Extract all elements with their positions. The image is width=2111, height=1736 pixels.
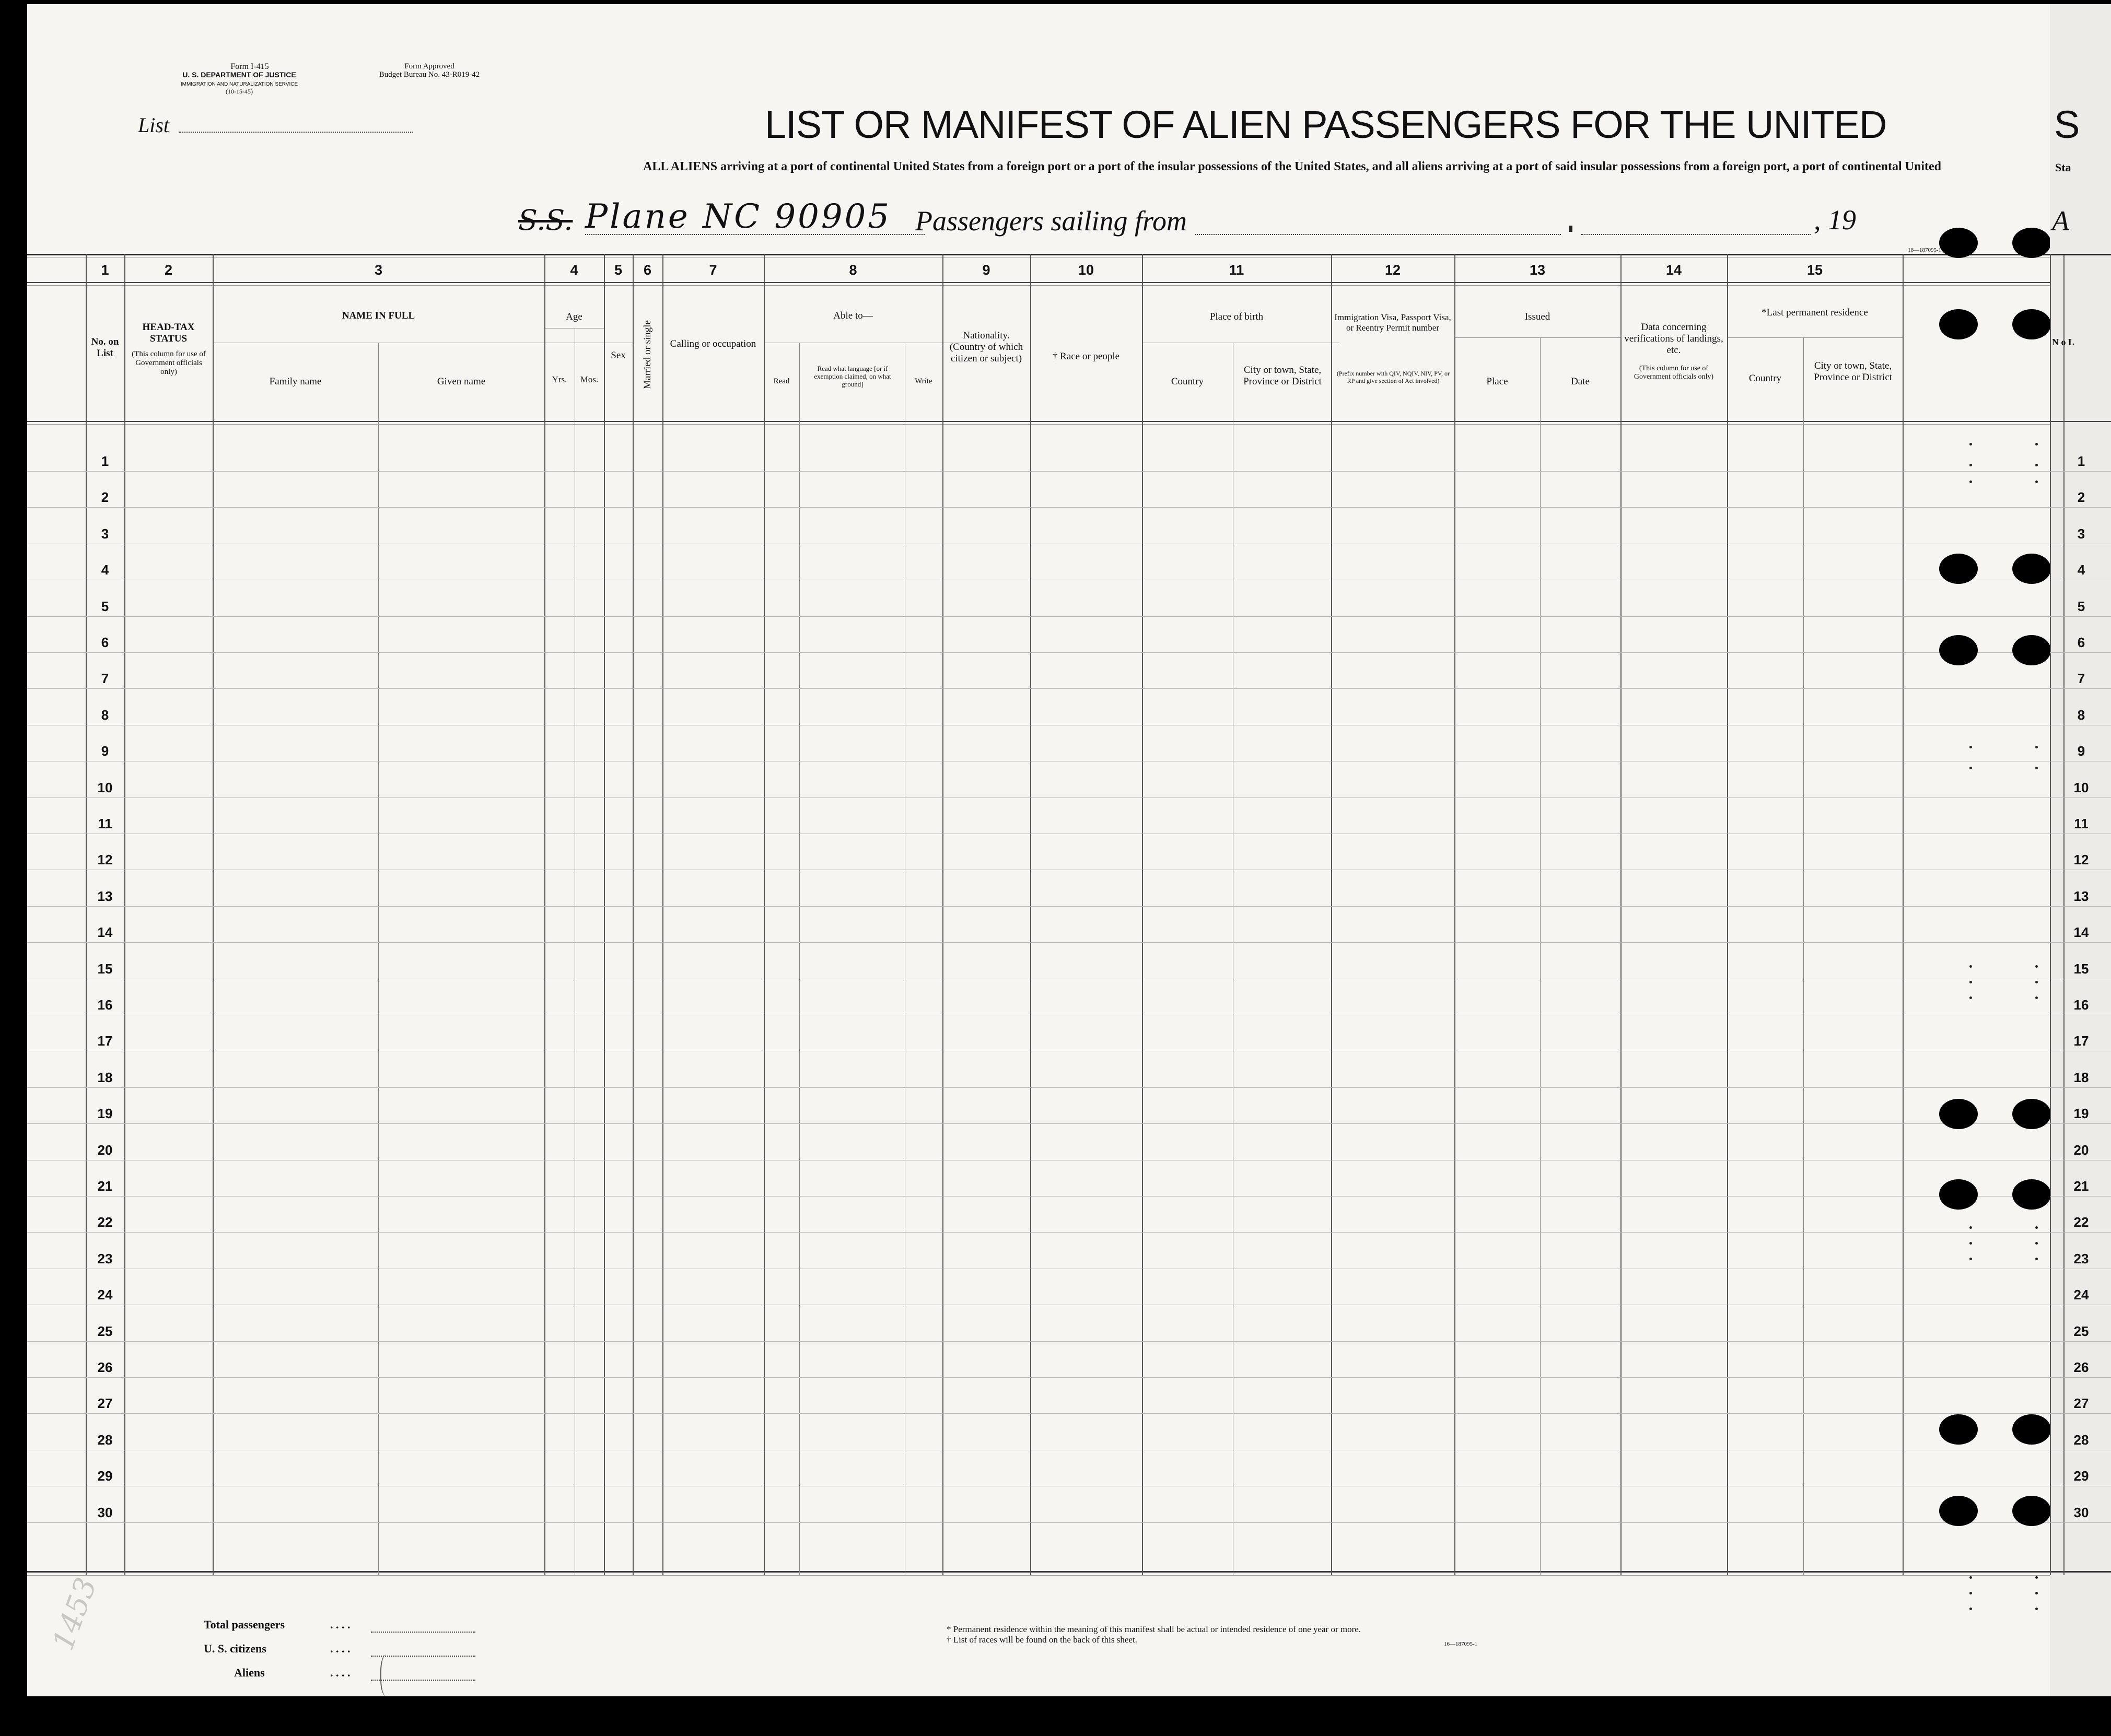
punch-hole [1939,1414,1978,1445]
age-subheader-line [544,328,604,329]
header-age-years: Yrs. [552,374,567,384]
strip-row-line [2050,1522,2111,1523]
strip-row-number: 5 [2077,598,2085,614]
list-label: List [138,113,170,137]
comma-mark [1569,226,1572,232]
page-title: LIST OR MANIFEST OF ALIEN PASSENGERS FOR THE UNITED [765,103,1887,146]
perforation-dot [2035,981,2038,983]
strip-row-number: 25 [2073,1323,2089,1339]
table-row[interactable] [27,652,2050,653]
header-place-of-birth: Place of birth [1209,311,1264,322]
strip-row-number: 11 [2074,816,2089,831]
row-number: 23 [97,1250,113,1266]
perforation-dot [1969,1258,1972,1260]
col-number-4: 4 [570,262,578,278]
row-number: 17 [97,1033,113,1049]
strip-row-number: 27 [2073,1395,2089,1412]
header-able-to: Able to— [833,310,873,321]
col-number-12: 12 [1384,262,1401,278]
perforation-dot [2035,1258,2038,1260]
cut-letter: A [2052,205,2069,237]
footnote-residence: * Permanent residence within the meaning of this manifest shall be actual or intended residence of one year or more. [947,1624,1361,1634]
punch-hole [2012,228,2050,258]
strip-header-no: N o L [2052,337,2075,347]
row-number: 8 [101,707,109,723]
strip-row-number: 2 [2077,489,2085,506]
strip-row-number: 1 [2077,453,2085,469]
perforation-dot [2035,1608,2038,1610]
year-label: , 19 [1814,204,1856,236]
col-number-8: 8 [849,262,857,278]
header-sex: Sex [611,350,626,361]
row-number: 1 [101,453,109,469]
perforation-dot [2035,996,2038,999]
date-field[interactable] [1581,234,1811,235]
strip-row-line [2050,1413,2111,1414]
strip-top-rule [2050,254,2111,255]
margin-pencil-number: 1453 [46,1573,104,1655]
header-write: Write [915,377,932,385]
table-row[interactable] [27,906,2050,907]
perforation-dot [1969,767,1972,769]
row-number: 22 [97,1214,113,1230]
header-issued-place: Place [1486,376,1508,387]
row-number: 13 [97,888,113,904]
print-code-bottom: 16—187095-1 [1444,1641,1478,1647]
table-row[interactable] [27,1413,2050,1414]
form-date-code: (10-15-45) [226,88,253,95]
table-row[interactable] [27,797,2050,798]
header-head-tax-note: (This column for use of Government officials only) [132,350,206,376]
col-number-10: 10 [1078,262,1094,278]
perforation-dot [1969,480,1972,483]
strip-row-number: 26 [2073,1359,2089,1375]
punch-hole [1939,1179,1978,1210]
form-department: U. S. DEPARTMENT OF JUSTICE [182,71,296,79]
strip-row-line [2050,1196,2111,1197]
header-residence-country: Country [1748,373,1782,384]
strip-row-number: 21 [2073,1178,2089,1194]
list-field[interactable] [179,132,413,133]
strip-row-number: 6 [2077,635,2085,650]
perforation-dot [1969,1242,1972,1245]
strip-row-line [2050,688,2111,689]
col-number-3: 3 [374,262,383,278]
row-number: 9 [101,743,109,759]
row-number: 11 [98,816,112,831]
col-rule-3b [378,343,379,1575]
strip-header-rule [2050,421,2111,422]
perforation-dot [2035,746,2038,748]
strip-row-number: 10 [2073,779,2089,795]
vessel-field-line [585,234,925,235]
col-number-13: 13 [1529,262,1546,278]
header-race: † Race or people [1052,351,1120,362]
table-row[interactable] [27,1196,2050,1197]
row-number: 12 [97,852,113,868]
header-name-in-full: NAME IN FULL [342,310,415,321]
adjacent-page-strip [2050,4,2111,1696]
row-number: 25 [97,1323,113,1339]
header-last-residence: *Last permanent residence [1762,307,1868,318]
perforation-dot [1969,1592,1972,1594]
strip-row-number: 12 [2073,852,2089,868]
strip-row-line [2050,471,2111,472]
sailing-label: Passengers sailing from [915,205,1187,237]
punch-hole [2012,554,2050,584]
strip-row-number: 13 [2073,888,2089,904]
strip-row-number: 20 [2073,1142,2089,1158]
table-row[interactable] [27,1087,2050,1088]
perforation-dot [1969,1226,1972,1229]
header-age: Age [566,311,582,322]
strip-row-line [2050,1377,2111,1378]
punch-hole [1939,1099,1978,1129]
header-birth-city: City or town, State, Province or District [1243,365,1322,387]
header-issued: Issued [1524,311,1550,322]
col-number-9: 9 [982,262,990,278]
col-number-14: 14 [1665,262,1682,278]
punch-hole [2012,635,2050,665]
residence-subheader-line [1727,337,1903,338]
strip-row-number: 28 [2073,1432,2089,1448]
perforation-dot [2035,464,2038,466]
row-number: 15 [97,960,113,977]
row-number: 26 [97,1359,113,1375]
perforation-dot [2035,767,2038,769]
footer-citizens-leader: . . . . [330,1642,351,1655]
strip-row-number: 9 [2077,743,2085,759]
row-number: 28 [97,1432,113,1448]
header-visa-note: (Prefix number with QIV, NQIV, NIV, PV, or RP and give section of Act involved) [1336,370,1450,384]
col-number-1: 1 [101,262,109,278]
perforation-dot [1969,464,1972,466]
col-rule-13b [1540,337,1541,1575]
header-verifications: Data concerning verifications of landings, etc. [1624,322,1723,356]
pencil-mark [380,1655,395,1696]
row-number: 27 [97,1395,113,1412]
punch-hole [1939,309,1978,339]
col-number-5: 5 [614,262,623,278]
strip-row-line [2050,616,2111,617]
header-nationality: Nationality. (Country of which citizen or subject) [949,330,1023,364]
row-number: 6 [101,635,109,650]
header-birth-country: Country [1171,376,1204,387]
row-number: 16 [97,997,113,1013]
table-row[interactable] [27,1377,2050,1378]
punch-hole [2012,1414,2050,1445]
vessel-name[interactable]: Plane NC 90905 [585,197,892,236]
row-number: 30 [97,1504,113,1520]
header-head-tax: HEAD-TAX STATUS [142,322,195,344]
table-row[interactable] [27,1341,2050,1342]
strip-row-number: 23 [2073,1250,2089,1266]
title-cut: S [2054,103,2080,146]
strip-row-number: 17 [2073,1033,2089,1049]
strip-row-line [2050,1123,2111,1124]
punch-hole [2012,1179,2050,1210]
punch-hole [1939,1496,1978,1526]
row-number: 3 [101,525,109,542]
header-issued-date: Date [1571,376,1590,387]
perforation-dot [2035,1242,2038,1245]
header-bottom-2 [27,424,2050,425]
col-number-15: 15 [1806,262,1823,278]
header-no-on-list: No. on List [91,336,119,359]
strip-row-line [2050,1232,2111,1233]
strip-row-number: 4 [2077,562,2085,578]
strip-row-line [2050,942,2111,943]
punch-hole [1939,554,1978,584]
vessel-prefix: S.S. [518,204,573,237]
strip-row-line [2050,652,2111,653]
form-service: IMMIGRATION AND NATURALIZATION SERVICE [180,81,298,87]
strip-row-number: 14 [2073,924,2089,941]
perforation-dot [1969,965,1972,968]
header-bottom [27,421,2050,422]
strip-row-number: 30 [2073,1504,2089,1520]
header-given-name: Given name [437,376,486,387]
row-number: 14 [97,924,113,941]
row-number: 20 [97,1142,113,1158]
strip-row-number: 18 [2073,1069,2089,1085]
strip-row-number: 8 [2077,707,2085,723]
perforation-dot [2035,1592,2038,1594]
footer-total-label: Total passengers [204,1618,285,1631]
table-top-border [27,254,2050,255]
strip-row-line [2050,906,2111,907]
perforation-dot [1969,746,1972,748]
row-number: 4 [101,562,109,578]
strip-row-line [2050,797,2111,798]
col-number-2: 2 [164,262,173,278]
row-number: 5 [101,598,109,614]
strip-row-number: 7 [2077,671,2085,687]
strip-row-number: 24 [2073,1287,2089,1303]
header-family-name: Family name [269,376,322,387]
page-subtitle: ALL ALIENS arriving at a port of continental United States from a foreign port or a port of the insular possessions of the United States, and all aliens arriving at a port of said insular possessions from a foreign port, a port of continental United [643,160,1941,173]
table-row[interactable] [27,1232,2050,1233]
strip-row-line [2050,1087,2111,1088]
perforation-dot [1969,996,1972,999]
punch-hole [2012,1099,2050,1129]
strip-row-number: 22 [2073,1214,2089,1230]
table-row[interactable] [27,507,2050,508]
row-number: 10 [97,779,113,795]
row-number: 24 [97,1287,113,1303]
row-number: 7 [101,671,109,687]
row-number: 19 [97,1106,113,1122]
perforation-dot [1969,1576,1972,1579]
number-row-bottom-2 [27,285,2050,286]
footer-total-field[interactable] [371,1632,475,1633]
perforation-dot [1969,981,1972,983]
strip-bottom-rule [2050,1571,2111,1573]
strip-row-number: 15 [2073,960,2089,977]
strip-row-number: 19 [2073,1106,2089,1122]
header-residence-city: City or town, State, Province or District [1814,360,1892,383]
perforation-dot [2035,1226,2038,1229]
perforation-dot [1969,443,1972,445]
form-approved: Form Approved [404,62,454,71]
col-number-6: 6 [643,262,652,278]
punch-hole [2012,1496,2050,1526]
subtitle-cut: Sta [2055,161,2071,174]
table-row[interactable] [27,942,2050,943]
table-bottom-border-2 [27,1575,2050,1576]
strip-row-line [2050,1341,2111,1342]
row-number: 29 [97,1468,113,1484]
issued-subheader-line [1454,337,1620,338]
header-married-single: Married or single [642,320,653,389]
col-rule-15b [1803,337,1804,1575]
footer-total-leader: . . . . [330,1618,351,1631]
col-number-7: 7 [709,262,717,278]
table-row[interactable] [27,616,2050,617]
strip-row-number: 29 [2073,1468,2089,1484]
row-number: 18 [97,1069,113,1085]
header-visa-number: Immigration Visa, Passport Visa, or Reentry Permit number [1334,312,1451,333]
table-row[interactable] [27,1123,2050,1124]
table-row[interactable] [27,688,2050,689]
col-number-11: 11 [1229,262,1244,278]
perforation-dot [2035,443,2038,445]
strip-row-number: 16 [2073,997,2089,1013]
row-number: 2 [101,489,109,506]
sailing-from-field[interactable] [1195,234,1561,235]
header-read-language: Read what language [or if exemption claimed, on what ground] [814,365,891,388]
punch-hole [2012,309,2050,339]
number-row-bottom [27,282,2050,283]
form-budget: Budget Bureau No. 43-R019-42 [379,71,480,79]
row-number: 21 [97,1178,113,1194]
footer-aliens-label: Aliens [234,1666,265,1679]
strip-row-number: 3 [2077,525,2085,542]
strip-row-line [2050,507,2111,508]
perforation-dot [1969,1608,1972,1610]
punch-hole [1939,228,1978,258]
footnote-races: † List of races will be found on the back of this sheet. [947,1635,1137,1645]
col-rule-8b [799,343,800,1575]
perforation-dot [2035,965,2038,968]
table-bottom-border [27,1571,2050,1573]
footer-citizens-label: U. S. citizens [204,1642,266,1655]
manifest-sheet [27,4,2050,1696]
header-age-months: Mos. [580,374,599,384]
perforation-dot [2035,480,2038,483]
header-calling: Calling or occupation [670,338,756,349]
table-row[interactable] [27,471,2050,472]
perforation-dot [2035,1576,2038,1579]
table-row[interactable] [27,1522,2050,1523]
punch-hole [1939,635,1978,665]
header-verifications-note: (This column for use of Government officials only) [1634,365,1714,381]
header-read: Read [773,377,790,385]
print-code-top: 16—187095-1 [1908,247,1942,253]
footer-aliens-leader: . . . . [330,1666,351,1679]
form-id: Form I-415 [230,62,269,71]
